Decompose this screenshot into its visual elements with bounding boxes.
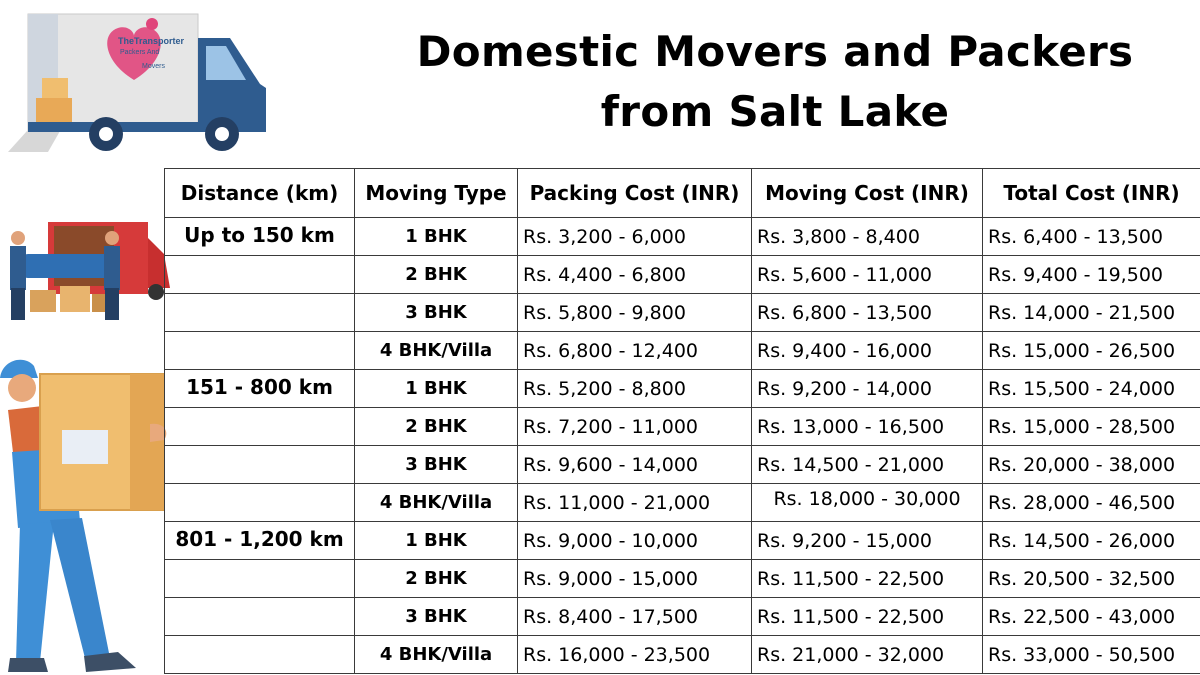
moving-cost-cell: Rs. 9,200 - 15,000: [752, 522, 983, 560]
table-row: [165, 484, 1200, 522]
distance-cell: [165, 636, 355, 674]
moving-cost-cell: Rs. 3,800 - 8,400: [752, 218, 983, 256]
distance-cell: [165, 446, 355, 484]
packing-cost-cell: Rs. 5,200 - 8,800: [518, 370, 752, 408]
moving-type-cell: 2 BHK: [355, 256, 518, 294]
distance-cell: [165, 294, 355, 332]
header-distance: Distance (km): [165, 169, 355, 218]
moving-cost-cell: Rs. 21,000 - 32,000: [752, 636, 983, 674]
moving-type-cell: 4 BHK/Villa: [355, 332, 518, 370]
total-cost-cell: Rs. 22,500 - 43,000: [983, 598, 1200, 636]
packing-cost-cell: Rs. 7,200 - 11,000: [518, 408, 752, 446]
logo-person-icon: [146, 18, 158, 30]
table-row: [165, 598, 1200, 636]
packing-cost-cell: Rs. 9,600 - 14,000: [518, 446, 752, 484]
moving-type-cell: 2 BHK: [355, 560, 518, 598]
header-total-cost: Total Cost (INR): [983, 169, 1200, 218]
table-row: [165, 370, 1200, 408]
truck-front-hub: [215, 127, 229, 141]
total-cost-cell: Rs. 9,400 - 19,500: [983, 256, 1200, 294]
distance-cell: [165, 560, 355, 598]
mover-right-body: [104, 246, 120, 290]
distance-cell: [165, 332, 355, 370]
moving-type-cell: 1 BHK: [355, 370, 518, 408]
total-cost-cell: Rs. 20,500 - 32,500: [983, 560, 1200, 598]
worker-leg-right: [50, 518, 110, 662]
price-table: [164, 168, 1200, 674]
table-row: [165, 636, 1200, 674]
box-shading: [130, 374, 164, 510]
packing-cost-cell: Rs. 8,400 - 17,500: [518, 598, 752, 636]
packing-cost-cell: Rs. 3,200 - 6,000: [518, 218, 752, 256]
worker-carrying-box-illustration: [0, 352, 172, 675]
total-cost-cell: Rs. 20,000 - 38,000: [983, 446, 1200, 484]
distance-cell: [165, 598, 355, 636]
total-cost-cell: Rs. 15,000 - 26,500: [983, 332, 1200, 370]
moving-type-cell: 1 BHK: [355, 522, 518, 560]
moving-type-cell: 3 BHK: [355, 294, 518, 332]
moving-truck-illustration: [8, 10, 270, 158]
table-header-row: [165, 169, 1200, 218]
moving-cost-cell: Rs. 9,200 - 14,000: [752, 370, 983, 408]
table-row: [165, 446, 1200, 484]
moving-cost-cell: Rs. 13,000 - 16,500: [752, 408, 983, 446]
total-cost-cell: Rs. 14,500 - 26,000: [983, 522, 1200, 560]
mover-left-legs: [11, 288, 25, 320]
total-cost-cell: Rs. 15,500 - 24,000: [983, 370, 1200, 408]
logo-text-line-3: Movers: [142, 63, 165, 70]
table-row: [165, 522, 1200, 560]
header-packing-cost: Packing Cost (INR): [518, 169, 752, 218]
packing-cost-cell: Rs. 4,400 - 6,800: [518, 256, 752, 294]
logo-text-line-2: Packers And: [120, 49, 160, 56]
distance-cell: 801 - 1,200 km: [165, 522, 355, 560]
moving-type-cell: 4 BHK/Villa: [355, 484, 518, 522]
moving-type-cell: 4 BHK/Villa: [355, 636, 518, 674]
moving-type-cell: 3 BHK: [355, 446, 518, 484]
moving-cost-cell: Rs. 18,000 - 30,000: [752, 484, 983, 522]
van-wheel: [148, 284, 164, 300]
truck-rear-hub: [99, 127, 113, 141]
total-cost-cell: Rs. 28,000 - 46,500: [983, 484, 1200, 522]
worker-head: [8, 374, 36, 402]
packing-cost-cell: Rs. 11,000 - 21,000: [518, 484, 752, 522]
moving-cost-cell: Rs. 6,800 - 13,500: [752, 294, 983, 332]
moving-cost-cell: Rs. 11,500 - 22,500: [752, 598, 983, 636]
distance-cell: [165, 408, 355, 446]
table-row: [165, 218, 1200, 256]
worker-shoe-left: [8, 658, 48, 672]
table-row: [165, 294, 1200, 332]
mover-right-head: [105, 231, 119, 245]
truck-box-small: [42, 78, 68, 100]
moving-type-cell: 2 BHK: [355, 408, 518, 446]
cardboard-box-1: [30, 290, 56, 312]
title-line-2: from Salt Lake: [600, 87, 950, 136]
moving-cost-cell: Rs. 5,600 - 11,000: [752, 256, 983, 294]
total-cost-cell: Rs. 33,000 - 50,500: [983, 636, 1200, 674]
total-cost-cell: Rs. 15,000 - 28,500: [983, 408, 1200, 446]
table-row: [165, 332, 1200, 370]
packing-cost-cell: Rs. 5,800 - 9,800: [518, 294, 752, 332]
table-row: [165, 408, 1200, 446]
box-label: [62, 430, 108, 464]
title-line-1: Domestic Movers and Packers: [416, 27, 1134, 76]
worker-leg-left: [16, 522, 54, 662]
distance-cell: [165, 484, 355, 522]
packing-cost-cell: Rs. 9,000 - 15,000: [518, 560, 752, 598]
packing-cost-cell: Rs. 9,000 - 10,000: [518, 522, 752, 560]
blue-sofa: [22, 254, 112, 278]
total-cost-cell: Rs. 14,000 - 21,500: [983, 294, 1200, 332]
header-moving-type: Moving Type: [355, 169, 518, 218]
cardboard-box-2: [60, 286, 90, 312]
moving-cost-cell: Rs. 11,500 - 22,500: [752, 560, 983, 598]
distance-cell: [165, 256, 355, 294]
logo-text-line-1: TheTransporter: [118, 36, 185, 46]
total-cost-cell: Rs. 6,400 - 13,500: [983, 218, 1200, 256]
truck-box-large: [36, 98, 72, 122]
table-row: [165, 256, 1200, 294]
packing-cost-cell: Rs. 6,800 - 12,400: [518, 332, 752, 370]
mover-left-body: [10, 246, 26, 290]
movers-with-van-illustration: [0, 218, 172, 323]
moving-cost-cell: Rs. 9,400 - 16,000: [752, 332, 983, 370]
mover-right-legs: [105, 288, 119, 320]
moving-type-cell: 3 BHK: [355, 598, 518, 636]
table-row: [165, 560, 1200, 598]
header-moving-cost: Moving Cost (INR): [752, 169, 983, 218]
mover-left-head: [11, 231, 25, 245]
page-title: [400, 22, 1150, 142]
moving-type-cell: 1 BHK: [355, 218, 518, 256]
distance-cell: 151 - 800 km: [165, 370, 355, 408]
packing-cost-cell: Rs. 16,000 - 23,500: [518, 636, 752, 674]
moving-cost-cell: Rs. 14,500 - 21,000: [752, 446, 983, 484]
distance-cell: Up to 150 km: [165, 218, 355, 256]
